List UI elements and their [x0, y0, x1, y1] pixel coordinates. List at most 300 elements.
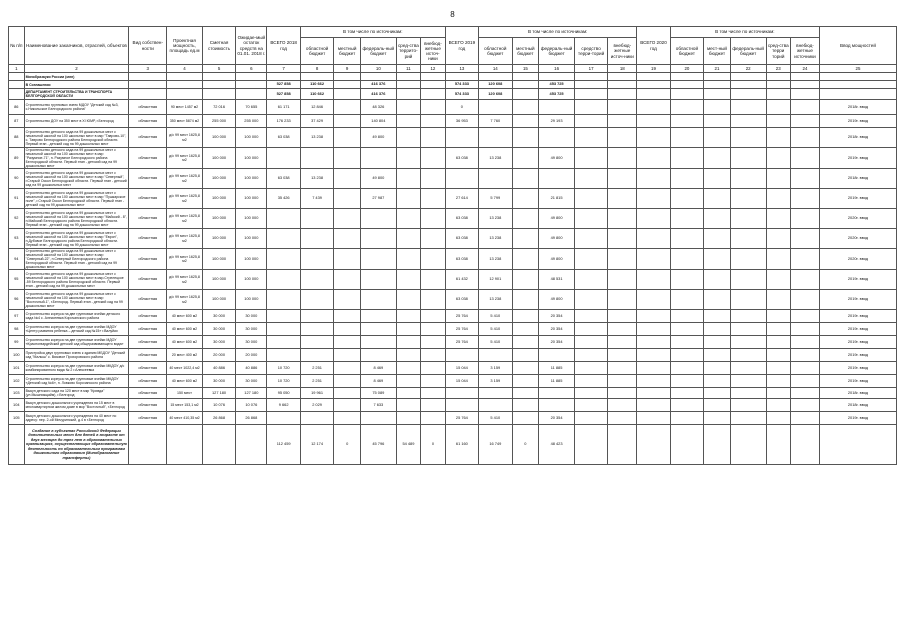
value-cell: [608, 100, 637, 115]
value-cell: [730, 81, 766, 89]
object-name-cell: Выкуп детского дошкольного учреждения на 15 мест в многоквартирном жилом доме в мкр "Восточный", г.Белгород: [24, 399, 129, 412]
value-cell: [334, 89, 361, 100]
capacity-cell: [167, 73, 203, 81]
value-cell: [421, 128, 446, 148]
value-cell: [334, 81, 361, 89]
col-total-2020-header: ВСЕГО 2020 год: [637, 27, 670, 65]
row-number-cell: 105: [9, 412, 25, 425]
value-cell: 13 238: [300, 128, 333, 148]
value-cell: [608, 148, 637, 169]
value-cell: [334, 169, 361, 189]
value-cell: 5 410: [479, 323, 512, 336]
table-row: [9, 249, 897, 270]
value-cell: 75 089: [361, 388, 397, 399]
value-cell: [479, 399, 512, 412]
object-name-cell: Создание в субъектах Российской Федерации дополнительных мест для детей в возрасте от двух месяцев до трех лет в образовательных организациях, осуществляющих образовательную деятельность по образовательным программам дошкольного образования (Минобразование трансферты): [24, 425, 129, 465]
value-cell: 27 987: [361, 189, 397, 209]
value-cell: [704, 425, 731, 465]
table-row: [9, 148, 897, 169]
value-cell: [637, 209, 670, 229]
value-cell: [361, 290, 397, 310]
value-cell: [766, 249, 791, 270]
value-cell: [574, 100, 607, 115]
value-cell: 63 038: [445, 229, 478, 249]
value-cell: [300, 209, 333, 229]
value-cell: [670, 310, 703, 323]
value-cell: [361, 148, 397, 169]
value-cell: [512, 375, 539, 388]
value-cell: [396, 349, 421, 362]
value-cell: [236, 425, 267, 465]
capacity-cell: 350 мест 5874 м2: [167, 115, 203, 128]
value-cell: [361, 349, 397, 362]
value-cell: [445, 169, 478, 189]
value-cell: [334, 336, 361, 349]
object-name-cell: Выкуп детского сада на 120 мест в мкр "Кривда" (ул.Мышникщайм), г.Белгород: [24, 388, 129, 399]
value-cell: [608, 270, 637, 290]
value-cell: [704, 336, 731, 349]
value-cell: [791, 323, 820, 336]
column-number-row: [9, 65, 897, 73]
value-cell: [637, 115, 670, 128]
value-cell: областная: [129, 336, 167, 349]
value-cell: [730, 412, 766, 425]
value-cell: [670, 399, 703, 412]
value-cell: [608, 169, 637, 189]
commissioning-cell: 2019г. ввод: [819, 310, 896, 323]
value-cell: [704, 270, 731, 290]
value-cell: [730, 89, 766, 100]
value-cell: [637, 336, 670, 349]
value-cell: 255 000: [202, 115, 235, 128]
object-name-cell: ДЕПАРТАМЕНТ СТРОИТЕЛЬСТВА И ТРАНСПОРТА БЕЛГОРОДСКОЙ ОБЛАСТИ: [24, 89, 129, 100]
value-cell: [730, 169, 766, 189]
object-name-cell: Строительство детского сада на 99 дошкольных мест с начальной школой на 100 школьных мест в мкр "Восточный-1", г.Белгород. Первый этап - детский сад на 99 дошкольных мест: [24, 290, 129, 310]
value-cell: [396, 100, 421, 115]
column-number-cell: 17: [574, 65, 607, 73]
value-cell: 10 720: [267, 362, 300, 375]
value-cell: [730, 349, 766, 362]
value-cell: [791, 89, 820, 100]
value-cell: [670, 189, 703, 209]
value-cell: [300, 73, 333, 81]
value-cell: [267, 148, 300, 169]
value-cell: [791, 229, 820, 249]
value-cell: [421, 100, 446, 115]
column-number-cell: 4: [167, 65, 203, 73]
value-cell: областная: [129, 290, 167, 310]
value-cell: [637, 310, 670, 323]
value-cell: [704, 189, 731, 209]
value-cell: 100 000: [236, 169, 267, 189]
value-cell: [574, 189, 607, 209]
value-cell: [574, 81, 607, 89]
table-row: [9, 81, 897, 89]
value-cell: [396, 270, 421, 290]
value-cell: 13 238: [479, 229, 512, 249]
row-number-cell: 90: [9, 169, 25, 189]
value-cell: [361, 209, 397, 229]
capacity-cell: 15 мест 153,1 м2: [167, 399, 203, 412]
value-cell: 7 633: [361, 399, 397, 412]
value-cell: [539, 349, 575, 362]
value-cell: [334, 310, 361, 323]
commissioning-cell: [819, 89, 896, 100]
commissioning-cell: [819, 81, 896, 89]
value-cell: [479, 128, 512, 148]
sub-header-cell: местный бюджет: [512, 38, 539, 65]
value-cell: [670, 229, 703, 249]
capacity-cell: 150 мест: [167, 388, 203, 399]
value-cell: [512, 310, 539, 323]
value-cell: [512, 189, 539, 209]
value-cell: 63 038: [445, 148, 478, 169]
object-name-cell: Минобразауки России (млн): [24, 73, 129, 81]
value-cell: 527 858: [267, 81, 300, 89]
value-cell: [334, 249, 361, 270]
capacity-cell: 40 мест 600 м2: [167, 375, 203, 388]
column-number-cell: 6: [236, 65, 267, 73]
commissioning-cell: 2019г. ввод: [819, 412, 896, 425]
value-cell: [421, 81, 446, 89]
value-cell: [766, 148, 791, 169]
value-cell: [445, 349, 478, 362]
value-cell: 120 608: [479, 81, 512, 89]
value-cell: 20 000: [236, 349, 267, 362]
value-cell: [512, 323, 539, 336]
table-row: [9, 128, 897, 148]
capacity-cell: 40 мест 600 м2: [167, 323, 203, 336]
value-cell: областная: [129, 349, 167, 362]
value-cell: [396, 290, 421, 310]
value-cell: [574, 412, 607, 425]
value-cell: [267, 336, 300, 349]
value-cell: [791, 189, 820, 209]
commissioning-cell: 2019г. ввод: [819, 115, 896, 128]
value-cell: 26 868: [202, 412, 235, 425]
value-cell: [730, 290, 766, 310]
value-cell: [730, 270, 766, 290]
commissioning-cell: 2018г. ввод: [819, 399, 896, 412]
value-cell: [704, 100, 731, 115]
value-cell: 7 439: [300, 189, 333, 209]
value-cell: [334, 229, 361, 249]
value-cell: [300, 290, 333, 310]
value-cell: [421, 399, 446, 412]
object-name-cell: Строительство корпуса на две групповые ячейки МКДОУ «Детский сад №6», п. Ловково Корочанского района: [24, 375, 129, 388]
value-cell: 13 238: [479, 249, 512, 270]
value-cell: [421, 375, 446, 388]
value-cell: 0: [421, 425, 446, 465]
value-cell: [512, 412, 539, 425]
value-cell: 12 174: [300, 425, 333, 465]
value-cell: 100 000: [236, 189, 267, 209]
value-cell: 30 000: [236, 336, 267, 349]
value-cell: 2 029: [300, 399, 333, 412]
row-number-cell: 96: [9, 290, 25, 310]
value-cell: [766, 310, 791, 323]
table-row: [9, 349, 897, 362]
value-cell: 15 044: [445, 375, 478, 388]
value-cell: [396, 362, 421, 375]
value-cell: 112 459: [267, 425, 300, 465]
column-number-cell: 19: [637, 65, 670, 73]
value-cell: 120 608: [479, 89, 512, 100]
value-cell: 20 354: [539, 336, 575, 349]
value-cell: [637, 189, 670, 209]
value-cell: [512, 73, 539, 81]
value-cell: [574, 336, 607, 349]
value-cell: [704, 349, 731, 362]
value-cell: [637, 399, 670, 412]
value-cell: областная: [129, 115, 167, 128]
sub-header-cell: областной бюджет: [670, 38, 703, 65]
capacity-cell: д/с 99 мест 1625,8 м2: [167, 189, 203, 209]
object-name-cell: Строительство групповых ячеек МДОУ "Детский сад №3, с.Никольское Белгородского района": [24, 100, 129, 115]
value-cell: 110 662: [300, 89, 333, 100]
value-cell: [637, 412, 670, 425]
value-cell: [421, 412, 446, 425]
value-cell: [670, 362, 703, 375]
object-name-cell: Строительство детского сада на 99 дошкольных мест с начальной школой на 100 школьных мест в мкр.Стрелецкое -59 Белгородского района Белгородской области. Первый этап - детский сад на 99 дошкольных мест: [24, 270, 129, 290]
value-cell: [670, 270, 703, 290]
value-cell: 574 333: [445, 81, 478, 89]
object-name-cell: Строительство корпуса на две групповые ячейки МДОУ «Красногвардейский детский сад общеразвивающего вида»: [24, 336, 129, 349]
value-cell: областная: [129, 148, 167, 169]
column-number-cell: 9: [334, 65, 361, 73]
object-name-cell: Строительство корпуса на две групповые ячейки МДОУ «Центр развития ребенка – детский сад №15» г.Валуйки: [24, 323, 129, 336]
value-cell: 20 354: [539, 412, 575, 425]
value-cell: [539, 388, 575, 399]
value-cell: 100 000: [236, 290, 267, 310]
value-cell: [637, 100, 670, 115]
row-number-cell: [9, 89, 25, 100]
value-cell: [730, 362, 766, 375]
value-cell: [608, 323, 637, 336]
row-number-cell: 102: [9, 375, 25, 388]
sub-header-cell: внебюд-жетные источ-ники: [608, 38, 637, 65]
value-cell: 8 469: [361, 375, 397, 388]
object-name-cell: Строительство ДОУ на 350 мест в XI ЮМР, г.Белгород: [24, 115, 129, 128]
value-cell: [608, 89, 637, 100]
value-cell: [670, 148, 703, 169]
value-cell: 49 800: [539, 148, 575, 169]
value-cell: 0: [334, 425, 361, 465]
value-cell: [421, 310, 446, 323]
value-cell: 30 000: [202, 336, 235, 349]
value-cell: 5 410: [479, 336, 512, 349]
column-number-cell: 2: [24, 65, 129, 73]
value-cell: [129, 425, 167, 465]
value-cell: [704, 310, 731, 323]
value-cell: [361, 310, 397, 323]
value-cell: 20 000: [202, 349, 235, 362]
value-cell: 13 238: [479, 209, 512, 229]
value-cell: 100 000: [236, 209, 267, 229]
object-name-cell: Строительство корпуса на две групповые ячейки МКДОУ д/с комбинированного вида № 2 г.Алексеевка: [24, 362, 129, 375]
value-cell: [334, 362, 361, 375]
value-cell: 7 760: [479, 115, 512, 128]
commissioning-cell: 2019г. ввод: [819, 362, 896, 375]
value-cell: [730, 189, 766, 209]
column-number-cell: 23: [766, 65, 791, 73]
value-cell: [512, 290, 539, 310]
value-cell: [766, 270, 791, 290]
row-number-cell: 94: [9, 249, 25, 270]
value-cell: областная: [129, 128, 167, 148]
value-cell: [704, 388, 731, 399]
value-cell: [361, 323, 397, 336]
object-name-cell: Строительство детского сада на 99 дошкольных мест с начальной школой на 100 школьных мест в мкр "Северный-22", п.Северный Белгородского района Белгородской области. Первый этап - детский сад на 99 дошкольных мест: [24, 249, 129, 270]
row-number-cell: 103: [9, 388, 25, 399]
value-cell: 453 725: [539, 89, 575, 100]
sub-header-cell: областной бюджет: [300, 38, 333, 65]
value-cell: [421, 189, 446, 209]
value-cell: [361, 336, 397, 349]
value-cell: 49 800: [539, 209, 575, 229]
value-cell: [512, 100, 539, 115]
table-row: [9, 100, 897, 115]
column-number-cell: 5: [202, 65, 235, 73]
value-cell: [791, 128, 820, 148]
value-cell: 61 160: [445, 425, 478, 465]
capacity-cell: д/с 99 мест 1625,8 м2: [167, 209, 203, 229]
value-cell: областная: [129, 362, 167, 375]
value-cell: 25 764: [445, 412, 478, 425]
value-cell: [539, 169, 575, 189]
value-cell: [267, 73, 300, 81]
value-cell: [421, 336, 446, 349]
value-cell: [791, 290, 820, 310]
value-cell: 30 000: [236, 375, 267, 388]
value-cell: [512, 115, 539, 128]
value-cell: [766, 290, 791, 310]
commissioning-cell: 2019г. ввод: [819, 349, 896, 362]
value-cell: [730, 425, 766, 465]
value-cell: [574, 229, 607, 249]
value-cell: [730, 310, 766, 323]
value-cell: 100 000: [202, 270, 235, 290]
commissioning-cell: 2019г. ввод: [819, 336, 896, 349]
value-cell: [421, 148, 446, 169]
value-cell: [512, 169, 539, 189]
commissioning-cell: [819, 425, 896, 465]
value-cell: [670, 169, 703, 189]
value-cell: [766, 100, 791, 115]
group-2018-header: В том числе по источникам:: [300, 27, 445, 38]
value-cell: [730, 336, 766, 349]
value-cell: 2 251: [300, 362, 333, 375]
value-cell: [512, 362, 539, 375]
value-cell: [421, 362, 446, 375]
value-cell: [704, 89, 731, 100]
value-cell: 11 885: [539, 362, 575, 375]
row-number-cell: 92: [9, 209, 25, 229]
value-cell: [300, 349, 333, 362]
value-cell: [730, 148, 766, 169]
value-cell: [396, 73, 421, 81]
table-row: [9, 209, 897, 229]
value-cell: 140 804: [361, 115, 397, 128]
value-cell: [766, 388, 791, 399]
value-cell: [670, 412, 703, 425]
table-row: [9, 336, 897, 349]
value-cell: [236, 73, 267, 81]
value-cell: [479, 388, 512, 399]
value-cell: 13 238: [479, 148, 512, 169]
value-cell: 16 749: [479, 425, 512, 465]
value-cell: [129, 73, 167, 81]
value-cell: 5 410: [479, 412, 512, 425]
value-cell: [766, 128, 791, 148]
table-row: [9, 412, 897, 425]
capacity-cell: д/с 99 мест 1625,8 м2: [167, 148, 203, 169]
value-cell: 54 489: [396, 425, 421, 465]
col-estimate-header: Сметная стоимость: [202, 27, 235, 65]
value-cell: [766, 81, 791, 89]
value-cell: 100 000: [202, 189, 235, 209]
value-cell: [479, 100, 512, 115]
capacity-cell: д/с 99 мест 1625,8 м2: [167, 270, 203, 290]
value-cell: [766, 229, 791, 249]
value-cell: 40 886: [236, 362, 267, 375]
value-cell: [396, 336, 421, 349]
sub-header-cell: местный бюджет: [334, 38, 361, 65]
value-cell: 100 000: [202, 209, 235, 229]
value-cell: 13 238: [479, 290, 512, 310]
value-cell: [334, 290, 361, 310]
value-cell: 30 000: [236, 310, 267, 323]
value-cell: [637, 148, 670, 169]
value-cell: 63 038: [445, 290, 478, 310]
value-cell: 63 038: [267, 169, 300, 189]
table-row: [9, 310, 897, 323]
value-cell: [512, 209, 539, 229]
value-cell: [574, 388, 607, 399]
value-cell: 61 432: [445, 270, 478, 290]
column-number-cell: 21: [704, 65, 731, 73]
value-cell: [300, 310, 333, 323]
column-number-cell: 14: [479, 65, 512, 73]
value-cell: 100 000: [236, 249, 267, 270]
value-cell: [608, 375, 637, 388]
capacity-cell: [167, 425, 203, 465]
value-cell: 15 044: [445, 362, 478, 375]
table-row: [9, 270, 897, 290]
value-cell: [704, 115, 731, 128]
column-number-cell: 20: [670, 65, 703, 73]
column-number-cell: 1: [9, 65, 25, 73]
value-cell: [512, 388, 539, 399]
value-cell: 11 885: [539, 375, 575, 388]
value-cell: областная: [129, 229, 167, 249]
value-cell: областная: [129, 270, 167, 290]
value-cell: [608, 336, 637, 349]
value-cell: [267, 349, 300, 362]
row-number-cell: [9, 81, 25, 89]
table-row: [9, 73, 897, 81]
value-cell: 3 159: [479, 362, 512, 375]
value-cell: [396, 323, 421, 336]
col-commissioning-header: Ввод мощностей: [819, 27, 896, 65]
value-cell: [479, 73, 512, 81]
value-cell: [670, 249, 703, 270]
table-row: [9, 89, 897, 100]
value-cell: [766, 189, 791, 209]
value-cell: [766, 399, 791, 412]
value-cell: [704, 249, 731, 270]
value-cell: [512, 349, 539, 362]
